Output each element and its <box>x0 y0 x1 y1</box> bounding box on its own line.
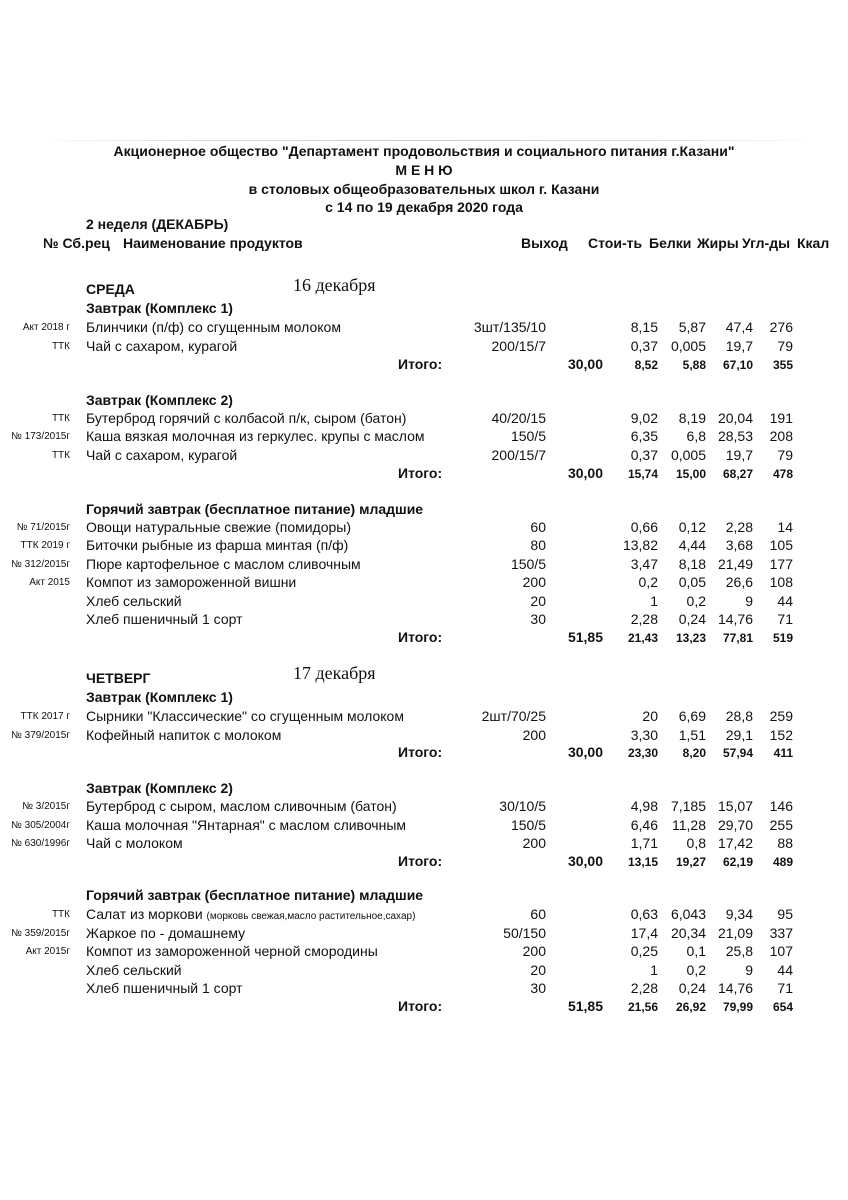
recipe-code: № 173/2015г <box>11 431 70 442</box>
dish-name <box>86 962 182 978</box>
period: с 14 по 19 декабря 2020 года <box>325 199 523 215</box>
scan-artifact-line <box>30 140 820 141</box>
value-col4: 105 <box>769 537 793 553</box>
value-col1: 1 <box>650 593 658 609</box>
value-col3: 29,70 <box>717 817 753 833</box>
dish-name-text: Сырники "Классические" со сгущенным молоком <box>86 708 404 724</box>
recipe-code: № 3/2015г <box>22 801 70 812</box>
value-col2: 0,8 <box>686 835 706 851</box>
value-col4: 71 <box>777 611 793 627</box>
total-col1: 23,30 <box>627 746 658 760</box>
value-col1: 0,66 <box>630 519 658 535</box>
dish-name-text: Чай с сахаром, курагой <box>86 338 238 354</box>
recipe-code: ТТК 2017 г <box>20 711 70 722</box>
dish-name <box>86 428 425 444</box>
recipe-code: ТТК <box>51 341 70 352</box>
value-col3: 15,07 <box>717 798 753 814</box>
total-col3: 77,81 <box>722 631 753 645</box>
output-value: 200 <box>522 835 546 851</box>
value-col4: 79 <box>777 338 793 354</box>
value-col4: 108 <box>769 574 793 590</box>
date-label: 17 декабря <box>293 663 376 683</box>
value-col3: 21,49 <box>717 556 753 572</box>
value-col3: 19,7 <box>725 447 753 463</box>
total-col3: 79,99 <box>722 1000 753 1014</box>
value-col2: 8,18 <box>678 556 706 572</box>
dish-name-text: Чай с молоком <box>86 835 183 851</box>
recipe-code: № 71/2015г <box>16 522 70 533</box>
value-col1: 0,25 <box>630 943 658 959</box>
value-col4: 191 <box>769 410 793 426</box>
value-col3: 28,8 <box>725 708 753 724</box>
value-col3: 28,53 <box>717 428 753 444</box>
col-protein-header: Белки <box>649 235 692 251</box>
total-col3: 57,94 <box>722 746 753 760</box>
output-value: 150/5 <box>510 428 546 444</box>
output-value: 200 <box>522 943 546 959</box>
value-col4: 14 <box>777 519 793 535</box>
value-col1: 0,37 <box>630 338 658 354</box>
value-col3: 26,6 <box>725 574 753 590</box>
value-col2: 0,24 <box>678 611 706 627</box>
total-cost: 30,00 <box>567 465 603 481</box>
day-heading: ЧЕТВЕРГ <box>86 670 151 686</box>
value-col2: 8,19 <box>678 410 706 426</box>
value-col4: 276 <box>769 319 793 335</box>
week-label: 2 неделя (ДЕКАБРЬ) <box>86 216 229 232</box>
dish-name <box>86 319 341 335</box>
total-col4: 355 <box>772 358 793 372</box>
value-col3: 9 <box>745 962 753 978</box>
recipe-code: № 379/2015г <box>11 730 70 741</box>
total-cost: 51,85 <box>567 629 603 645</box>
dish-name <box>86 980 243 996</box>
dish-name <box>86 727 281 743</box>
total-cost: 51,85 <box>567 998 603 1014</box>
output-value: 20 <box>530 962 546 978</box>
value-col2: 0,12 <box>678 519 706 535</box>
value-col2: 20,34 <box>670 925 706 941</box>
output-value: 200 <box>522 574 546 590</box>
output-value: 40/20/15 <box>491 410 546 426</box>
dish-name-text: Бутерброд горячий с колбасой п/к, сыром (батон) <box>86 410 407 426</box>
dish-name-text: Овощи натуральные свежие (помидоры) <box>86 519 352 535</box>
dish-name <box>86 338 237 354</box>
section-title: Завтрак (Комплекс 1) <box>86 300 233 316</box>
recipe-code: Акт 2015 <box>29 577 70 588</box>
dish-name <box>86 798 397 814</box>
value-col4: 44 <box>777 962 793 978</box>
total-col1: 21,56 <box>627 1000 658 1014</box>
col-kcal-header: Ккал <box>797 235 830 251</box>
value-col4: 107 <box>769 943 793 959</box>
dish-name-text: Блинчики (п/ф) со сгущенным молоком <box>86 319 341 335</box>
total-label: Итого: <box>398 744 443 760</box>
value-col1: 0,2 <box>638 574 658 590</box>
value-col2: 0,005 <box>670 338 706 354</box>
col-carbs-header: Угл-ды <box>742 235 791 251</box>
subtitle: в столовых общеобразовательных школ г. Казани <box>248 181 600 197</box>
value-col3: 9,34 <box>725 906 753 922</box>
value-col4: 95 <box>777 906 793 922</box>
total-col1: 13,15 <box>627 855 658 869</box>
total-label: Итого: <box>398 629 443 645</box>
recipe-code: № 312/2015г <box>11 559 70 570</box>
dish-name-text: Биточки рыбные из фарша минтая (п/ф) <box>86 537 349 553</box>
value-col3: 20,04 <box>717 410 753 426</box>
value-col2: 4,44 <box>678 537 706 553</box>
dish-name-text: Хлеб сельский <box>86 593 182 609</box>
value-col2: 0,05 <box>678 574 706 590</box>
value-col3: 3,68 <box>725 537 753 553</box>
dish-note: (морковь свежая,масло растительное,сахар) <box>206 911 416 922</box>
total-col2: 5,88 <box>682 358 706 372</box>
output-value: 150/5 <box>510 556 546 572</box>
dish-name-text: Пюре картофельное с маслом сливочным <box>86 556 361 572</box>
section-title: Завтрак (Комплекс 2) <box>86 780 233 796</box>
dish-name-text: Хлеб пшеничный 1 сорт <box>86 980 243 996</box>
value-col4: 152 <box>769 727 793 743</box>
total-label: Итого: <box>398 853 443 869</box>
col-output-header: Выход <box>521 235 568 251</box>
value-col1: 20 <box>642 708 658 724</box>
total-col4: 519 <box>772 631 793 645</box>
value-col3: 14,76 <box>717 980 753 996</box>
value-col4: 79 <box>777 447 793 463</box>
dish-name <box>86 519 351 535</box>
total-col3: 68,27 <box>722 467 753 481</box>
recipe-code: Акт 2015г <box>25 946 70 957</box>
value-col1: 9,02 <box>630 410 658 426</box>
dish-name-text: Компот из замороженной вишни <box>86 574 297 590</box>
col-code-header: № Сб.рец <box>43 235 110 251</box>
dish-name <box>86 708 404 724</box>
dish-name <box>86 447 237 463</box>
day-heading: СРЕДА <box>86 281 135 297</box>
value-col1: 17,4 <box>630 925 658 941</box>
value-col1: 3,30 <box>630 727 658 743</box>
total-col2: 15,00 <box>675 467 706 481</box>
total-cost: 30,00 <box>567 744 603 760</box>
col-fat-header: Жиры <box>697 235 739 251</box>
dish-name-text: Компот из замороженной черной смородины <box>86 943 378 959</box>
recipe-code: ТТК <box>51 909 70 920</box>
value-col1: 0,37 <box>630 447 658 463</box>
value-col2: 0,2 <box>686 593 706 609</box>
recipe-code: ТТК <box>51 413 70 424</box>
total-col2: 8,20 <box>682 746 706 760</box>
value-col3: 9 <box>745 593 753 609</box>
output-value: 3шт/135/10 <box>473 319 546 335</box>
output-value: 30 <box>530 980 546 996</box>
total-col3: 67,10 <box>722 358 753 372</box>
col-name-header: Наименование продуктов <box>123 235 303 251</box>
value-col4: 44 <box>777 593 793 609</box>
output-value: 2шт/70/25 <box>481 708 546 724</box>
recipe-code: Акт 2018 г <box>22 322 70 333</box>
value-col2: 11,28 <box>672 817 706 833</box>
output-value: 80 <box>530 537 546 553</box>
dish-name-text: Хлеб сельский <box>86 962 182 978</box>
value-col3: 29,1 <box>725 727 753 743</box>
value-col1: 2,28 <box>630 980 658 996</box>
output-value: 50/150 <box>503 925 546 941</box>
dish-name <box>86 537 348 553</box>
dish-name <box>86 574 296 590</box>
total-cost: 30,00 <box>567 356 603 372</box>
value-col4: 255 <box>769 817 793 833</box>
value-col3: 2,28 <box>725 519 753 535</box>
recipe-code: ТТК <box>51 450 70 461</box>
value-col3: 47,4 <box>725 319 753 335</box>
total-col2: 19,27 <box>675 855 706 869</box>
recipe-code: № 359/2015г <box>11 928 70 939</box>
total-col1: 8,52 <box>634 358 658 372</box>
total-label: Итого: <box>398 998 443 1014</box>
dish-name <box>86 906 415 922</box>
value-col2: 7,185 <box>670 798 706 814</box>
value-col1: 1 <box>650 962 658 978</box>
dish-name <box>86 410 406 426</box>
section-title: Завтрак (Комплекс 1) <box>86 689 233 705</box>
output-value: 60 <box>530 906 546 922</box>
value-col1: 13,82 <box>622 537 658 553</box>
dish-name-text: Чай с сахаром, курагой <box>86 447 238 463</box>
total-cost: 30,00 <box>567 853 603 869</box>
value-col2: 0,1 <box>686 943 706 959</box>
value-col4: 259 <box>769 708 793 724</box>
value-col1: 3,47 <box>630 556 658 572</box>
total-col2: 13,23 <box>675 631 706 645</box>
value-col1: 4,98 <box>630 798 658 814</box>
output-value: 200/15/7 <box>491 338 546 354</box>
output-value: 30/10/5 <box>499 798 546 814</box>
date-label: 16 декабря <box>293 275 376 295</box>
value-col4: 337 <box>769 925 793 941</box>
recipe-code: № 630/1996г <box>11 838 70 849</box>
dish-name <box>86 593 182 609</box>
dish-name <box>86 611 243 627</box>
value-col3: 21,09 <box>717 925 753 941</box>
total-col3: 62,19 <box>722 855 753 869</box>
value-col2: 6,043 <box>670 906 706 922</box>
output-value: 200 <box>522 727 546 743</box>
output-value: 150/5 <box>510 817 546 833</box>
value-col1: 1,71 <box>630 835 658 851</box>
dish-name-text: Каша вязкая молочная из геркулес. крупы с маслом <box>86 428 425 444</box>
dish-name-text: Кофейный напиток с молоком <box>86 727 282 743</box>
total-col4: 411 <box>773 746 793 760</box>
value-col2: 5,87 <box>678 319 706 335</box>
section-title: Горячий завтрак (бесплатное питание) младшие <box>86 887 424 903</box>
value-col1: 0,63 <box>630 906 658 922</box>
value-col1: 8,15 <box>630 319 658 335</box>
value-col4: 71 <box>777 980 793 996</box>
total-col4: 654 <box>772 1000 793 1014</box>
value-col3: 25,8 <box>725 943 753 959</box>
value-col2: 1,51 <box>678 727 706 743</box>
dish-name <box>86 925 245 941</box>
dish-name <box>86 556 361 572</box>
dish-name <box>86 817 406 833</box>
value-col1: 6,46 <box>630 817 658 833</box>
value-col3: 19,7 <box>725 338 753 354</box>
output-value: 20 <box>530 593 546 609</box>
total-col4: 478 <box>772 467 793 481</box>
value-col4: 208 <box>769 428 793 444</box>
value-col4: 177 <box>769 556 793 572</box>
value-col2: 0,005 <box>670 447 706 463</box>
dish-name-text: Каша молочная "Янтарная" с маслом сливочным <box>86 817 407 833</box>
value-col1: 6,35 <box>630 428 658 444</box>
section-title: Завтрак (Комплекс 2) <box>86 392 233 408</box>
recipe-code: № 305/2004г <box>11 820 70 831</box>
dish-name-text: Жаркое по - домашнему <box>86 925 246 941</box>
value-col4: 88 <box>777 835 793 851</box>
dish-name-text: Салат из моркови <box>86 906 203 922</box>
org-title: Акционерное общество "Департамент продовольствия и социального питания г.Казани" <box>113 143 735 159</box>
output-value: 60 <box>530 519 546 535</box>
dish-name-text: Хлеб пшеничный 1 сорт <box>86 611 243 627</box>
recipe-code: ТТК 2019 г <box>20 540 70 551</box>
total-col1: 15,74 <box>627 467 658 481</box>
value-col1: 2,28 <box>630 611 658 627</box>
section-title: Горячий завтрак (бесплатное питание) младшие <box>86 501 424 517</box>
output-value: 200/15/7 <box>491 447 546 463</box>
col-cost-header: Стои-ть <box>588 235 643 251</box>
menu-title: М Е Н Ю <box>395 162 453 178</box>
dish-name-text: Бутерброд с сыром, маслом сливочным (батон) <box>86 798 397 814</box>
total-label: Итого: <box>398 465 443 481</box>
value-col2: 6,69 <box>678 708 706 724</box>
output-value: 30 <box>530 611 546 627</box>
value-col3: 17,42 <box>717 835 753 851</box>
total-col4: 489 <box>772 855 793 869</box>
total-label: Итого: <box>398 356 443 372</box>
value-col2: 0,2 <box>686 962 706 978</box>
value-col3: 14,76 <box>717 611 753 627</box>
value-col2: 6,8 <box>686 428 706 444</box>
value-col4: 146 <box>769 798 793 814</box>
dish-name <box>86 835 183 851</box>
dish-name <box>86 943 378 959</box>
total-col1: 21,43 <box>627 631 658 645</box>
total-col2: 26,92 <box>675 1000 706 1014</box>
value-col2: 0,24 <box>678 980 706 996</box>
